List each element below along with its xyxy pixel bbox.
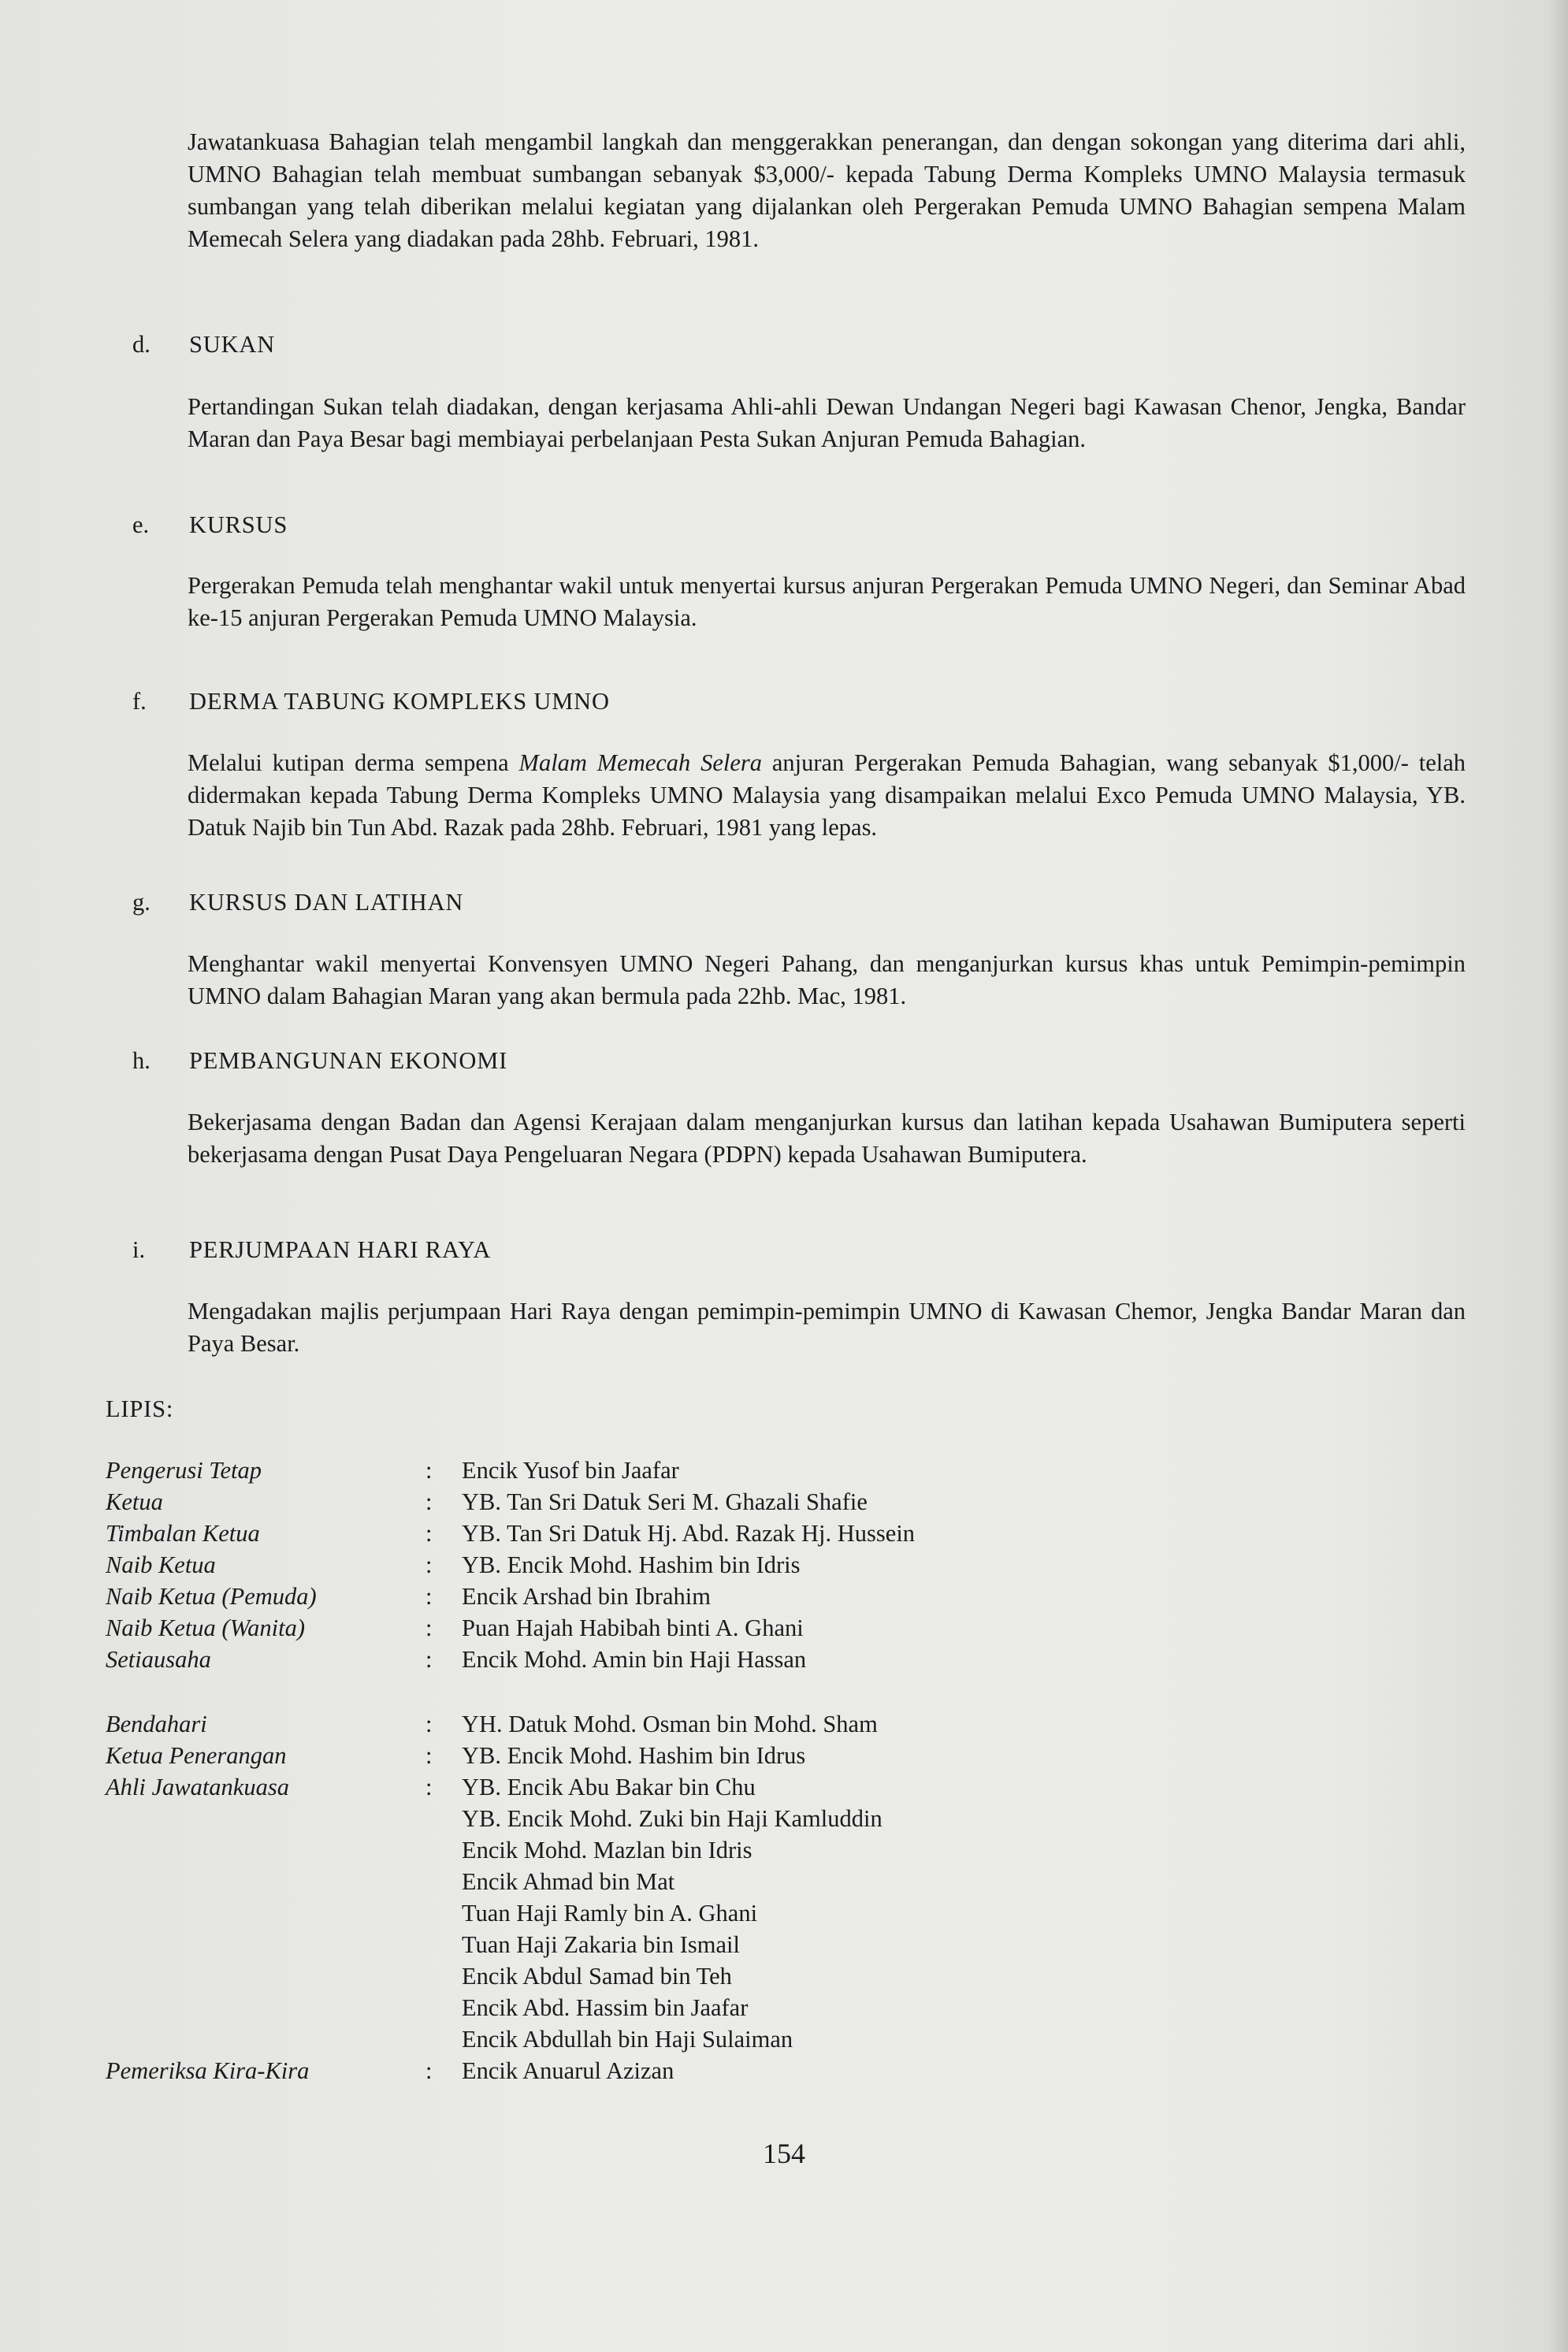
member-name: Encik Yusof bin Jaafar	[462, 1457, 679, 1484]
member-name: YB. Encik Mohd. Hashim bin Idris	[462, 1551, 801, 1578]
separator-colon: :	[425, 1614, 433, 1641]
section-title: PEMBANGUNAN EKONOMI	[189, 1047, 508, 1074]
member-name: YB. Encik Mohd. Zuki bin Haji Kamluddin	[462, 1805, 882, 1832]
member-name: YB. Encik Mohd. Hashim bin Idrus	[462, 1742, 806, 1769]
committee-row	[106, 1581, 1171, 1612]
committee-row	[106, 1960, 1171, 1992]
italic-event-name: Malam Memecah Selera	[518, 749, 763, 776]
section-paragraph-sukan: Pertandingan Sukan telah diadakan, dengan kerjasama Ahli-ahli Dewan Undangan Negeri bagi Kawasan Chenor, Jengka, Bandar Maran dan Paya Besar bagi membiayai perbelanjaan Pesta Sukan Anjuran Pemuda Bahagian.	[188, 393, 1466, 452]
separator-colon: :	[425, 1774, 433, 1800]
page-edge-shadow	[1548, 0, 1568, 2352]
section-paragraph-hari-raya: Mengadakan majlis perjumpaan Hari Raya dengan pemimpin-pemimpin UMNO di Kawasan Chemor, Jengka Bandar Maran dan Paya Besar.	[188, 1298, 1466, 1357]
separator-colon: :	[425, 1457, 433, 1484]
committee-row	[106, 2055, 1171, 2086]
separator-colon: :	[425, 1520, 433, 1547]
committee-row	[106, 1929, 1171, 1960]
committee-row	[106, 1644, 1171, 1675]
section-letter: f.	[132, 688, 147, 715]
lipis-heading: LIPIS:	[106, 1395, 174, 1422]
committee-row	[106, 1834, 1171, 1866]
section-letter: h.	[132, 1047, 150, 1074]
member-name: YB. Tan Sri Datuk Hj. Abd. Razak Hj. Hussein	[462, 1520, 916, 1547]
section-heading-kursus-latihan	[132, 886, 463, 919]
member-role: Ketua Penerangan	[106, 1742, 287, 1769]
section-title: DERMA TABUNG KOMPLEKS UMNO	[189, 688, 610, 715]
separator-colon: :	[425, 1551, 433, 1578]
separator-colon: :	[425, 1583, 433, 1610]
member-name: Tuan Haji Zakaria bin Ismail	[462, 1931, 740, 1958]
member-role: Pemeriksa Kira-Kira	[106, 2057, 310, 2084]
member-name: YB. Encik Abu Bakar bin Chu	[462, 1774, 756, 1800]
list-gap	[106, 1675, 1171, 1708]
member-name: YB. Tan Sri Datuk Seri M. Ghazali Shafie	[462, 1488, 868, 1515]
member-name: Encik Arshad bin Ibrahim	[462, 1583, 711, 1610]
section-letter: e.	[132, 511, 150, 538]
section-heading-sukan	[132, 329, 275, 361]
member-role: Bendahari	[106, 1711, 207, 1737]
member-role: Naib Ketua (Pemuda)	[106, 1583, 317, 1610]
committee-row	[106, 1771, 1171, 1803]
member-name: Puan Hajah Habibah binti A. Ghani	[462, 1614, 804, 1641]
separator-colon: :	[425, 1646, 433, 1673]
member-role: Ahli Jawatankuasa	[106, 1774, 289, 1800]
member-role: Timbalan Ketua	[106, 1520, 260, 1547]
section-heading-kursus	[132, 509, 288, 541]
member-name: Encik Abd. Hassim bin Jaafar	[462, 1994, 749, 2021]
member-role: Naib Ketua	[106, 1551, 216, 1578]
committee-row	[106, 1740, 1171, 1771]
separator-colon: :	[425, 1488, 433, 1515]
text-segment: Melalui kutipan derma sempena	[188, 749, 519, 776]
member-name: Encik Mohd. Amin bin Haji Hassan	[462, 1646, 807, 1673]
intro-paragraph: Jawatankuasa Bahagian telah mengambil langkah dan menggerakkan penerangan, dan dengan sokongan yang diterima dari ahli, UMNO Bahagian telah membuat sumbangan sebanyak $3,000/- kepada Tabung Derma Kompleks UMNO Malaysia termasuk sumbangan yang telah diberikan melalui kegiatan yang dijalankan oleh Pergerakan Pemuda UMNO Bahagian sempena Malam Memecah Selera yang diadakan pada 28hb. Februari, 1981.	[188, 128, 1466, 252]
section-heading-derma	[132, 686, 610, 718]
committee-row	[106, 1549, 1171, 1581]
committee-row	[106, 2023, 1171, 2055]
member-name: Encik Ahmad bin Mat	[462, 1868, 675, 1895]
separator-colon: :	[425, 1742, 433, 1769]
section-title: PERJUMPAAN HARI RAYA	[189, 1236, 492, 1263]
section-heading-hari-raya	[132, 1234, 491, 1266]
section-paragraph-derma	[188, 747, 1466, 844]
committee-row	[106, 1992, 1171, 2023]
section-paragraph-kursus: Pergerakan Pemuda telah menghantar wakil untuk menyertai kursus anjuran Pergerakan Pemuda UMNO Negeri, dan Seminar Abad ke-15 anjuran Pergerakan Pemuda UMNO Malaysia.	[188, 572, 1466, 631]
separator-colon: :	[425, 1711, 433, 1737]
section-letter: d.	[132, 331, 150, 358]
member-name: Encik Mohd. Mazlan bin Idris	[462, 1837, 752, 1863]
committee-row	[106, 1897, 1171, 1929]
page-number: 154	[763, 2138, 805, 2169]
separator-colon: :	[425, 2057, 433, 2084]
committee-row	[106, 1612, 1171, 1644]
section-heading-ekonomi	[132, 1045, 507, 1077]
member-role: Pengerusi Tetap	[106, 1457, 262, 1484]
member-role: Naib Ketua (Wanita)	[106, 1614, 306, 1641]
member-name: Encik Anuarul Azizan	[462, 2057, 674, 2084]
member-name: YH. Datuk Mohd. Osman bin Mohd. Sham	[462, 1711, 878, 1737]
section-paragraph-ekonomi: Bekerjasama dengan Badan dan Agensi Kerajaan dalam menganjurkan kursus dan latihan kepada Usahawan Bumiputera seperti bekerjasama dengan Pusat Daya Pengeluaran Negara (PDPN) kepada Usahawan Bumiputera.	[188, 1109, 1466, 1168]
committee-row	[106, 1803, 1171, 1834]
member-role: Setiausaha	[106, 1646, 211, 1673]
committee-row	[106, 1486, 1171, 1518]
section-title: SUKAN	[189, 331, 276, 358]
section-letter: g.	[132, 889, 150, 916]
committee-row	[106, 1708, 1171, 1740]
committee-list	[106, 1455, 1171, 2086]
text-segment: anjuran Pergerakan Pemuda Bahagian, wang sebanyak $1,000/- telah didermakan kepada Tabung Derma Kompleks UMNO Malaysia yang disampaikan melalui Exco Pemuda UMNO Malaysia, YB. Datuk Najib bin Tun Abd. Razak pada 28hb. Februari, 1981 yang lepas.	[188, 749, 1466, 841]
section-paragraph-kursus-latihan: Menghantar wakil menyertai Konvensyen UMNO Negeri Pahang, dan menganjurkan kursus khas untuk Pemimpin-pemimpin UMNO dalam Bahagian Maran yang akan bermula pada 22hb. Mac, 1981.	[188, 950, 1466, 1009]
member-name: Encik Abdul Samad bin Teh	[462, 1963, 732, 1990]
section-title: KURSUS DAN LATIHAN	[189, 889, 464, 916]
section-letter: i.	[132, 1236, 146, 1263]
member-name: Encik Abdullah bin Haji Sulaiman	[462, 2026, 793, 2053]
member-role: Ketua	[106, 1488, 163, 1515]
committee-row	[106, 1866, 1171, 1897]
committee-row	[106, 1518, 1171, 1549]
section-title: KURSUS	[189, 511, 288, 538]
member-name: Tuan Haji Ramly bin A. Ghani	[462, 1900, 758, 1927]
committee-row	[106, 1455, 1171, 1486]
